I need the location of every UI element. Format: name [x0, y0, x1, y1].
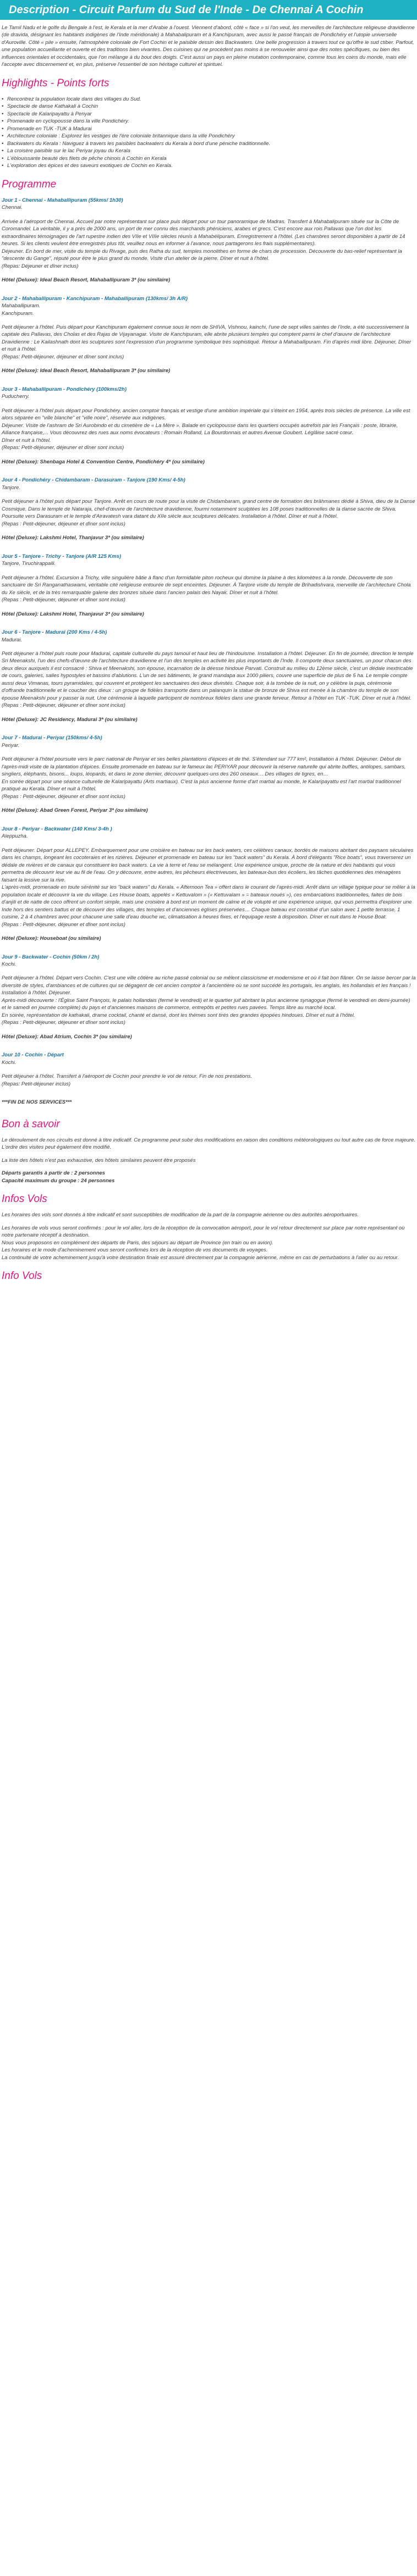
content — [0, 24, 417, 1288]
programme-day — [2, 629, 416, 723]
day-title: Jour 7 - Madurai - Periyar (150kms/ 4-5h) — [2, 735, 102, 741]
day-description: Petit déjeuner. Départ pour ALLEPEY. Embarquement pour une croisière en bateau sur les back waters, ces célèbres canaux, bordés de maisons abritant des paysans séculaires dans les champs, longeant les cocoteraies et les rizières. Déjeuner et promenade en bateau sur les "back waters" du Kerala. À bord d'élégants "Rice boats", vous traverserez un dédale de rivières et de canaux qui constituent les back waters. La vie à terre et l'eau se mélangent. Une expérience unique, proche de la nature et des habitants qui vous permettra de découvrir leur vie au fil de l'eau. On y découvre, entre autres, les pêcheurs électriveuses, les bateaux-bus des écoliers, les tâches quotidiennes des ménagères faisant la lessive sur la rive. L'après-midi, promenade en toute sérénité sur les "back waters" du Kerala. « Afternoon Tea » offert dans le courant de l'après-midi. Arrêt dans un village typique pour se mêler à la population locale et découvrir la vie du village. Les House boats, appelés « Kettuvalom » (« Kettuvalam » = bateaux noués »), ces embarcations traditionnelles, faites de bois d'anjili et de natte de coco offrent un confort simple, mais une croisière à bord est un moment de calme et de volupté et une expérience unique, qui vous permettra d'explorer une Inde hors des sentiers battus et de découvrir des villages, des temples et d'anciennes églises préservées… Chaque bateau est constitué d'un salon avec 1 petite terrasse, 1 cuisine, 2 à 4 chambres avec pour chacune une salle d'eau douche wc, climatisation à heures fixes, et l'équipage reste à disposition. Dîner et nuit dans le House Boat. — [2, 847, 415, 921]
highlight-item: • Rencontrez la population locale dans des villages du Sud. — [2, 96, 416, 103]
day-meals: (Repas : Petit-déjeuner, déjeuner et dîner sont inclus) — [2, 1020, 125, 1026]
day-hotel: Hôtel (Deluxe): Ideal Beach Resort, Mahaballipuram 3* (ou similaire) — [2, 277, 171, 284]
day-hotel: Hôtel (Deluxe): Lakshmi Hotel, Thanjavur 3* (ou similaire) — [2, 535, 144, 541]
day-city: Puducherry. — [2, 394, 30, 400]
highlights-list — [2, 96, 416, 170]
programme-day — [2, 197, 416, 284]
programme-days — [2, 197, 416, 1088]
day-city: Kochi. — [2, 1059, 17, 1066]
day-title: Jour 1 - Chennai - Mahaballipuram (55kms/ 1h30) — [2, 197, 123, 203]
highlight-item: • L'éblouissante beauté des filets de pêche chinois à Cochin en Kerala — [2, 155, 416, 162]
programme-day — [2, 295, 416, 375]
programme-day — [2, 386, 416, 466]
departs-garantis: Départs garantis à partir de : 2 personnes — [2, 1170, 105, 1177]
day-description: Petit déjeuner à l'hôtel. Départ vers Cochin. C'est une ville côtière au riche passé colonial ou se mêlent classicisme et modernisme et où il fait bon flâner. On se laisse bercer par la diversité de styles, d'ambiances et de cultures qui se dégagent de cet ancien comptoir à l'ancientière où se sont succédé les portugais, les anglais, les hollandais et les français ! Installation à l'hôtel. Déjeuner. Après-midi découverte : l'Église Saint François, le palais hollandais (fermé le vendredi) et le quartier juif abritant la plus ancienne synagogue (fermé le vendredi en demi-journée) et le samedi en journée complète) du pays et d'anciennes maisons de commerce, entrepôts et petites rues pavées. Temps libre au marché local. En soirée, représentation de kathakali, drame cocktail, chanté et dansé, dont les thèmes sont tirés des grandes épopées hindoues. Dîner et nuit à l'hôtel. — [2, 975, 416, 1018]
day-title: Jour 5 - Tanjore - Trichy - Tanjore (A/R 125 Kms) — [2, 553, 122, 559]
day-city: Mahaballipuram. Kanchipuram. — [2, 303, 41, 317]
day-meals: (Repas : Petit-déjeuner, déjeuner et dîner sont inclus) — [2, 702, 125, 709]
programme-day — [2, 734, 416, 814]
programme-day — [2, 1051, 416, 1088]
day-meals: (Repas : Petit-déjeuner, déjeuner et dîner sont inclus) — [2, 793, 125, 800]
day-title: Jour 9 - Backwater - Cochin (50km / 2h) — [2, 954, 100, 960]
programme-day — [2, 826, 416, 943]
infos-vols-heading: Infos Vols — [2, 1193, 47, 1205]
programme-day — [2, 954, 416, 1041]
day-hotel: Hôtel (Deluxe): Abad Atrium, Cochin 3* (ou similaire) — [2, 1033, 132, 1040]
day-meals: (Repas: Déjeuner et dîner inclus) — [2, 263, 79, 269]
day-city: Aleppuzha. — [2, 833, 28, 840]
day-title: Jour 10 - Cochin - Départ — [2, 1052, 64, 1059]
capacite-maximum: Capacité maximum du groupe : 24 personnes — [2, 1177, 115, 1184]
day-description: Petit déjeuner à l'hôtel. Transfert à l'aéroport de Cochin pour prendre le vol de retour. Fin de nos prestations. — [2, 1073, 253, 1080]
page-title: Description - Circuit Parfum du Sud de l'Inde - De Chennai A Cochin — [0, 0, 417, 20]
highlights-heading: Highlights - Points forts — [2, 77, 109, 89]
day-hotel: Hôtel (Deluxe): Ideal Beach Resort, Mahaballipuram 3* (ou similaire) — [2, 368, 171, 374]
highlight-item: • L'exploration des épices et des saveurs exotiques de Cochin en Kerala. — [2, 162, 416, 169]
day-title: Jour 6 - Tanjore - Madurai (200 Kms / 4-5h) — [2, 629, 107, 636]
intro-text: Le Tamil Nadu et le golfe du Bengale à l'est, le Kerala et la mer d'Arabie à l'ouest. Viennent d'abord, côté « face » si l'on veut, les merveilles de l'architecture religieuse dravidienne (de dravida, désignant les habitants indigènes de l'Inde méridionale) à Mahabalipuram et à Kanchipuram, avec aussi le passé français de Pondichéry et l'utopie universelle d'Auroville. Côté « pile » ensuite, l'atmosphère coloniale de Fort Cochin et le paisible dessin des Backwaters. Une belle progression à travers tout ce qu'offre le sud ctiber. Parfout, une population accueillante et ouverte et des traditions bien vivantes. Des cuisines qui ne procèdent pas moins à se renouveler ainsi que des notes spécifiques, ou bien des influences orientales et occidentales, que l'on mélange à du bout des doigts. C'est aussi un pays en pleine mutation contemporaine, comme tous les coins du monde, mais elle l'accepte avec discernement et, en plus, préserve l'essentiel de son héritage culturel et spirituel. — [2, 25, 415, 68]
programme-day — [2, 477, 416, 541]
day-hotel: Hôtel (Deluxe): Houseboat (ou similaire) — [2, 935, 101, 942]
highlight-item: • Spectacle de danse Kathakali à Cochin — [2, 103, 416, 110]
infos-vols-text-1: Les horaires des vols sont donnés à titre indicatif et sont susceptibles de modification de la part de la compagnie aérienne ou des autorités aéroportuaires. — [2, 1212, 359, 1218]
bon-a-savoir-text-2: La liste des hôtels n'est pas exhaustive, des hôtels similaires peuvent être proposés — [2, 1157, 196, 1164]
day-city: Tanjore, Tiruchirappalli. — [2, 561, 56, 567]
day-city: Madurai. — [2, 636, 22, 643]
day-meals: (Repas: Petit-déjeuner inclus) — [2, 1081, 71, 1087]
day-hotel: Hôtel (Deluxe): Abad Green Forest, Periyar 3* (ou similaire) — [2, 807, 148, 814]
day-description: Petit déjeuner à l'hôtel poursuite vers le parc national de Periyar et ses belles plantations d'épices et de thé. S'étendant sur 777 km², Installation à l'hôtel. Déjeuner. Début de l'après-midi visite de la plantation d'épices. Ensuite promenade en bateau sur le fameux lac PERIYAR pour découvrir la réserve naturelle qui abrite buffles, antilopes, sambars, singliers, éléphants, bisons... loups, léopards, et dans le zone dernier, découvrir quelques-uns des 260 oiseaux… Des villages de tigres, en… En soirée départ pour une séance culturelle de Kalaripayattu (Arts martiaux). C'est la plus ancienne forme d'art martial au monde, le Kalaripayattu est l'art martial traditionnel pratiqué au Kerala. Dîner et nuit à l'hôtel. — [2, 756, 406, 793]
day-title: Jour 3 - Mahaballipuram - Pondichéry (100kms/2h) — [2, 386, 127, 392]
bon-a-savoir-heading: Bon à savoir — [2, 1118, 60, 1130]
day-hotel: Hôtel (Deluxe): JC Residency, Madurai 3* (ou similaire) — [2, 716, 138, 723]
highlight-item: • La croisère paisible sur le lac Periyar joyau du Kerala — [2, 147, 416, 154]
day-description: Petit déjeuner à l'hôtel. Puis départ pour Kanchipuram également connue sous le nom de SHIVA, Vishnou, kainchi, l'une de sept villes saintes de l'Inde, a été successivement la capitale des Pallavas, des Cholas et des Rajas de Vijayanagar. Visite de Kanchipuram, elle abrite plusieurs temples qui comptent parmi le chef d'œuvre de l'architecture Dravidienne : Le Kailashnath dont les sculptures sont l'expression d'un programme symbolique très sophistiqué. Retour à Mahaballipuram. Fin d'après midi libre. Déjeuner, Dîner et nuit à l'hôtel. — [2, 324, 411, 353]
highlight-item: • Promenade en TUK -TUK à Madurai — [2, 125, 416, 132]
day-meals: (Repas : Petit-déjeuner, déjeuner et dîner sont inclus) — [2, 921, 125, 928]
day-description: Petit déjeuner à l'hôtel puis route pour Madurai, capitale culturelle du pays tamoul et haut lieu de l'hindouisme. Installation à l'hôtel. Déjeuner. En fin de journée, direction le temple Sri Meenakshi, l'un des chefs-d'œuvre de l'architecture dravidienne et l'un des temples en activité les plus importants de l'Inde. Il comporte deux sanctuaires, un pour chacun des deux dieux auxquels il est consacré : Shiva et Meenakshi, son épouse, incarnation de la déesse hindoue Parvati. Construit au milieu du 12ème siècle, c'est un dédale inextricable de cours, galeries, salles hypostyles et bassins d'ablutions. L'un de ses bâtiments, le grand mandapa aux 1000 piliers, couvre une superficie de plus de 5 ha. Le temple compte aussi deux Vimanas, tours pyramidales, qui couvrent et protègent les sanctuaires des deux divinités. Chaque soir, à la tombée de la nuit, on y célèbre la puja, cérémonie d'offrande traditionnelle et le coucher des dieux : un groupe de fidèles transporte dans un palanquin la statue de bronze de Shiva est menée à la chambre du temple de son épouse Meenakshi pour y passer la nuit. Une cérémonie à laquelle participent de nombreux fidèles dans une grande ferveur. Retour à l'hôtel en TUK -TUK. Dîner et nuit à l'hôtel. — [2, 651, 414, 701]
highlight-item: • Architecture coloniale : Explorez les vestiges de l'ère coloniale britannique dans la ville Pondichéry — [2, 132, 416, 140]
info-vols-heading: Info Vols — [2, 1270, 42, 1282]
day-description: Petit déjeuner à l'hôtel puis départ pour Pondichéry, ancien comptoir français et vestige d'une ambition impériale qui s'éteint en 1954, après trois siècles de présence. La ville est alors séparée en "ville blanche" et "ville noire", réservée aux indigènes. Déjeuner. Visite de l'ashram de Sri Aurobindo et du cimetière de « La Mère ». Balade en cyclopousse dans les quartiers occupés autrefois par les Français : poste, librairie, Alliance française,... Vous découvrez des rues aux noms évocateurs : Romain Rolland, La Bourdonnais et autres Avenue Goubert. Léglâise sacré cœur. Dîner et nuit à l'hôtel. — [2, 407, 410, 444]
day-description: Petit déjeuner à l'hôtel puis départ pour Tanjore. Arrêt en cours de route pour la visite de Chidambaram, grand centre de formation des brâhmanes dédié à Shiva, dieu de la Danse Cosmique. Dans le temple de Nataraja, chef-d'œuvre de l'architecture dravidienne, fourmi notamment sculptées les 108 poses traditionnelles de la danse sacrée de Shiva. Poursuite vers Darasuram et le temple d'Airavatesh vara datant du XIIe siècle aux sculptures délicates. Installation à l'hôtel. Dîner et nuit à l'hôtel. — [2, 498, 415, 520]
day-title: Jour 2 - Mahaballipuram - Kanchipuram - Mahaballipuram (130kms/ 3h A/R) — [2, 295, 188, 302]
day-meals: (Repas: Petit-déjeuner, déjeuner et dîner sont inclus) — [2, 353, 124, 360]
day-hotel: Hôtel (Deluxe): Lakshmi Hotel, Thanjavur 3* (ou similaire) — [2, 611, 144, 617]
day-title: Jour 8 - Periyar - Backwater (140 Kms/ 3-4h ) — [2, 826, 112, 832]
day-description: Arrivée à l'aéroport de Chennai. Accueil par notre représentant sur place puis départ pour un tour panoramique de Madras. Transfert à Mahabalipuram située sur la Côte de Coromandel. La véritable, il y a près de 2000 ans, un port de mer connu des marchands phéniciens, arabes et grecs. C'est encore aux rois Pallavas que l'on doit les extraordinaires témoignages de l'art rupestre indien des VIIe et VIIIe siècles réunis à Mahabélipuram. Enregistrement à l'hôtel. (Les chambres seront disponibles à partir de 14 heures. Si les clients veulent être enregistrés plus tôt, veuillez nous en informer à l'avance, nous partagerons les frais supplémentaires). Déjeuner. En bord de mer, visite du temple du Rivage, puis des Ratha du sud, temples monolithes en forme de chars de procession. Découverte du bas-relief représentant la "descente du Gange", réputé pour être le plus grand du monde. Visite d'un atelier de la pierre. Dîner et nuit à l'hôtel. — [2, 218, 405, 262]
day-city: Chennai. — [2, 204, 23, 211]
highlight-item: • Backwaters du Kerala : Naviguez à travers les paisibles backwaters du Kerala à bord d'une péniche traditionnelle. — [2, 140, 416, 147]
end-of-services: ***FIN DE NOS SERVICES*** — [2, 1099, 72, 1106]
day-hotel: Hôtel (Deluxe): Shenbaga Hotel & Convention Centre, Pondichéry 4* (ou similaire) — [2, 458, 205, 465]
day-meals: (Repas : Petit-déjeuner, déjeuner et dîner sont inclus) — [2, 520, 125, 527]
day-city: Tanjore. — [2, 484, 20, 491]
day-title: Jour 4 - Pondichéry - Chidambaram - Darasuram - Tanjore (190 Kms/ 4-5h) — [2, 477, 185, 484]
programme-day — [2, 553, 416, 618]
day-city: Kochi. — [2, 961, 17, 967]
day-meals: (Repas : Petit-déjeuner, déjeuner et dîner sont inclus) — [2, 597, 125, 603]
bon-a-savoir-text-1: Le déroulement de nos circuits est donné à titre indicatif. Ce programme peut subir des modifications en raison des conditions météorologiques ou tout autre cas de force majeure. L'ordre des visites peut également être modifié. — [2, 1137, 415, 1151]
highlight-item: • Promenade en cyclopousse dans la ville Pondichéry. — [2, 118, 416, 125]
highlight-item: • Spectacle de Kalaripayattu à Periyar — [2, 110, 416, 118]
day-meals: (Repas: Petit-déjeuner, déjeuner et dîner sont inclus) — [2, 445, 124, 451]
infos-vols-text-2: Les horaires de vols vous seront confirmés : pour le vol aller, lors de la réception de la convocation aéroport, pour le vol retour directement sur place par notre représentant où notre partenaire réceptif à destination. Nous vous proposons en complément des départs de Paris, des séjours au départ de Province (en train ou en avion). Les horaires et le mode d'acheminement vous seront confirmés lors de la réception de vos documents de voyages. La continuité de votre acheminement jusqu'à votre destination finale est assuré directement par la compagnie aérienne, même en cas de perturbations à l'aller ou au retour. — [2, 1225, 405, 1261]
day-city: Periyar. — [2, 742, 20, 749]
programme-heading: Programme — [2, 178, 57, 190]
day-description: Petit déjeuner à l'hôtel. Excursion à Trichy, ville singulière bâtie à flanc d'un formidable piton rocheux qui domine la plaine à des kilomètres à la ronde. Découverte de son sanctuaire de Sri Ranganathaswami, véritable cité religieuse entourée de sept enceintes. Déjeuner. À Tanjore visite du temple de Brihadishvara, merveille de l'architecture Chola du Xe siècle, et de la très remarquable galerie des bronzes située dans l'ancien palais des Nayak. Dîner et nuit à l'hôtel. — [2, 574, 411, 596]
